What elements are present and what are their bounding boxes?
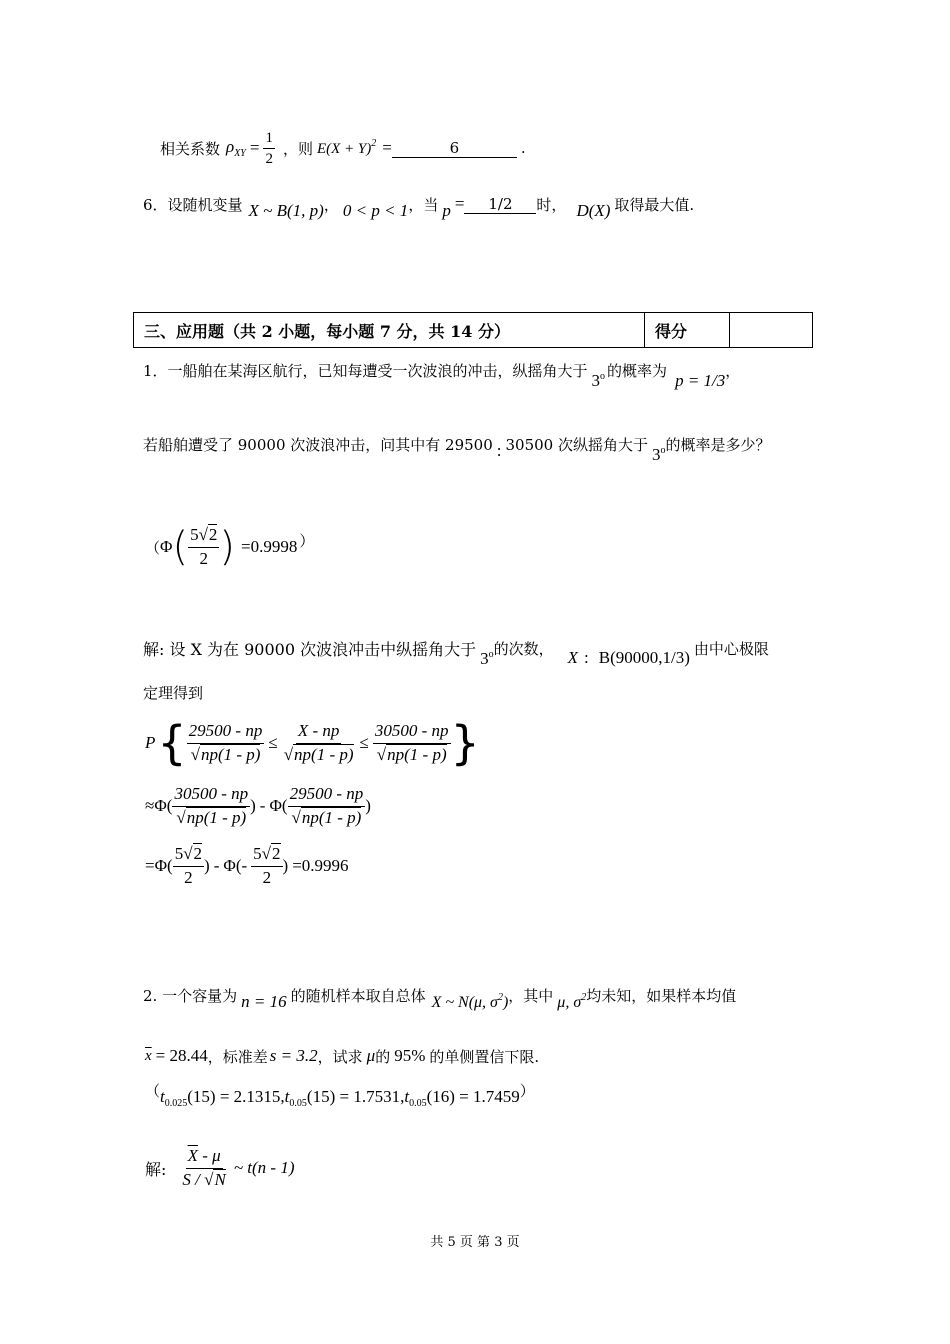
phi-symbol: Φ: [223, 856, 236, 875]
p2-text-e: ，标准差: [207, 1047, 268, 1066]
p-equals-third: p = 1/3: [675, 371, 726, 390]
prob-P: P: [145, 733, 156, 752]
q5-answer-blank: 6: [392, 139, 517, 158]
section-header-table: [133, 312, 813, 348]
final-value: =0.9996: [292, 856, 349, 875]
three-degree: 3$^o$: [480, 649, 494, 668]
pivot-fraction: $\frac{\overline{X} - \mu}{S / √N}$: [182, 1146, 226, 1189]
p1-line2: [143, 424, 771, 464]
half-fraction: $\frac{1}{2}$: [265, 129, 273, 167]
frac-30500: $\frac{30500 - np}{√np(1 - p)}$: [374, 721, 449, 764]
p2-text-a: 2. 一个容量为: [143, 986, 238, 1005]
p1-text-b: 的概率为: [607, 361, 668, 380]
brace-left: {: [157, 716, 187, 770]
confidence-level: 95%: [394, 1046, 426, 1065]
frac-x: $\frac{X - np}{√np(1 - p)}$: [283, 721, 354, 764]
le-symbol: ≤: [268, 733, 278, 752]
brace-right: }: [450, 716, 480, 770]
p2-text-g: 的: [375, 1047, 391, 1066]
equals: =: [454, 194, 465, 213]
p1-text-e: 的概率是多少？: [665, 435, 771, 454]
p2-text-h: 的单侧置信下限.: [429, 1047, 540, 1066]
score-box[interactable]: [730, 313, 813, 348]
derivation-line-1: [145, 712, 480, 774]
n-equals: n = 16: [241, 992, 287, 1011]
three-degree: 3$^o$: [651, 445, 666, 464]
p-var: p: [442, 201, 451, 220]
minus: -: [241, 856, 248, 875]
p2-text-c: ，其中: [508, 986, 554, 1005]
equals: =: [249, 138, 260, 157]
phi-symbol: Φ: [160, 537, 173, 556]
approx-symbol: ≈: [145, 796, 155, 815]
sample-mean-value: = 28.44: [155, 1046, 208, 1065]
params: μ, $\sigma^2$: [557, 992, 587, 1011]
q6-answer-blank: 1/2: [464, 195, 536, 214]
range-symbol: :: [496, 441, 502, 460]
variance-dx: D(X): [576, 201, 611, 220]
rho-symbol: $\rho_{XY}$: [226, 137, 246, 159]
hint-value: =0.9998: [241, 537, 298, 556]
p1-hint: [145, 517, 314, 577]
when-suffix: 时，: [536, 195, 567, 214]
q5-tail-line: [160, 128, 526, 168]
p1-text-a: 1．一船舶在某海区航行，已知每遭受一次波浪的冲击，纵摇角大于: [143, 361, 588, 380]
frac-29500: $\frac{29500 - np}{√np(1 - p)}$: [289, 784, 364, 827]
minus: -: [213, 856, 220, 875]
p1-text-d: 30500 次纵摇角大于: [505, 435, 648, 454]
paren-close: ）: [299, 531, 315, 550]
when-text: ，当: [408, 195, 439, 214]
binomial-dist: X ~ B(1, p): [248, 201, 324, 220]
q6-line: [143, 184, 694, 224]
section-title: 三、应用题（共 2 小题，每小题 7 分，共 14 分）: [134, 313, 645, 348]
dist-symbol: :: [584, 648, 589, 667]
phi-symbol: Φ: [154, 796, 167, 815]
paren-close: ）: [519, 1081, 535, 1100]
page-footer: 共 5 页 第 3 页: [430, 1235, 520, 1250]
period: .: [520, 139, 526, 157]
max-text: 取得最大值.: [614, 195, 695, 214]
big-paren-left: (: [172, 524, 189, 570]
p2-text-d: 均未知，如果样本均值: [586, 986, 737, 1005]
sample-mean-symbol: $\overline{x}$: [145, 1047, 152, 1064]
mu-symbol: μ: [366, 1046, 376, 1065]
t-values: $t_{0.025}(15) = 2.1315,t_{0.05}(15) = 1.7531,t_{0.05}(16) = 1.7459$: [160, 1087, 520, 1109]
paren-open: （: [145, 538, 161, 557]
phi-symbol: Φ: [154, 856, 168, 875]
phi-symbol: Φ: [269, 796, 282, 815]
big-paren-right: ): [219, 524, 236, 570]
paren-open: （: [145, 1081, 161, 1100]
p1-solution-line: [143, 628, 769, 668]
t-distribution: ~ t(n - 1): [233, 1158, 295, 1177]
equals: =: [382, 138, 392, 157]
binomial-params: B(90000,1/3): [598, 648, 690, 667]
p-condition: 0 < p < 1: [342, 201, 409, 220]
equals: =: [145, 856, 155, 875]
solution-text-b: 的次数，: [493, 639, 554, 658]
frac-30500: $\frac{30500 - np}{√np(1 - p)}$: [174, 784, 249, 827]
frac-5root2: $\frac{5√2}{2}$: [174, 844, 203, 887]
derivation-line-2: ≈ Φ ( $\frac{30500 - np}{√np(1 - p)}$ ) - Φ ( $\frac{29500 - np}{√np(1 - p)}$ ): [145, 784, 371, 827]
solution-label: 解:: [145, 1159, 167, 1179]
p1-text-c: 若船舶遭受了 90000 次波浪冲击，问其中有 29500: [143, 435, 493, 454]
comma: ，: [725, 361, 741, 380]
comma: ，: [323, 195, 339, 214]
frac-29500: $\frac{29500 - np}{√np(1 - p)}$: [188, 721, 263, 764]
p2-t-hint: [145, 1078, 535, 1118]
p2-text-f: ，试求: [317, 1047, 363, 1066]
q5-label: 相关系数: [160, 139, 221, 158]
p2-line2: [145, 1036, 539, 1076]
score-label: 得分: [645, 313, 730, 348]
minus: -: [259, 796, 266, 815]
q6-label: 6．设随机变量: [143, 195, 243, 214]
p2-solution: [145, 1138, 294, 1198]
x-var: X: [567, 648, 579, 667]
solution-text-c: 由中心极限: [693, 639, 769, 658]
p2-line1: [143, 975, 736, 1015]
expectation-expr: $E(X + Y)^2$: [316, 138, 377, 157]
solution-text-a: 解: 设 X 为在 90000 次波浪冲击中纵摇角大于: [143, 639, 477, 659]
derivation-line-3: = Φ ( $\frac{5√2}{2}$ ) - Φ ( - $\frac{5√2}{2}$ ) =0.9996: [145, 844, 349, 887]
hint-fraction: $\frac{5√2}{2}$: [190, 525, 218, 568]
p2-text-b: 的随机样本取自总体: [290, 986, 426, 1005]
frac-5root2: $\frac{5√2}{2}$: [253, 844, 281, 887]
p1-line1: [143, 350, 740, 390]
solution-text-d: 定理得到: [143, 684, 204, 702]
three-degree: 3$^o$: [591, 371, 606, 390]
le-symbol: ≤: [359, 733, 369, 752]
then-text: ，则: [282, 139, 313, 158]
population-dist: X ~ N(μ, $\sigma^2$): [431, 992, 509, 1011]
s-equals: s = 3.2: [269, 1046, 318, 1065]
